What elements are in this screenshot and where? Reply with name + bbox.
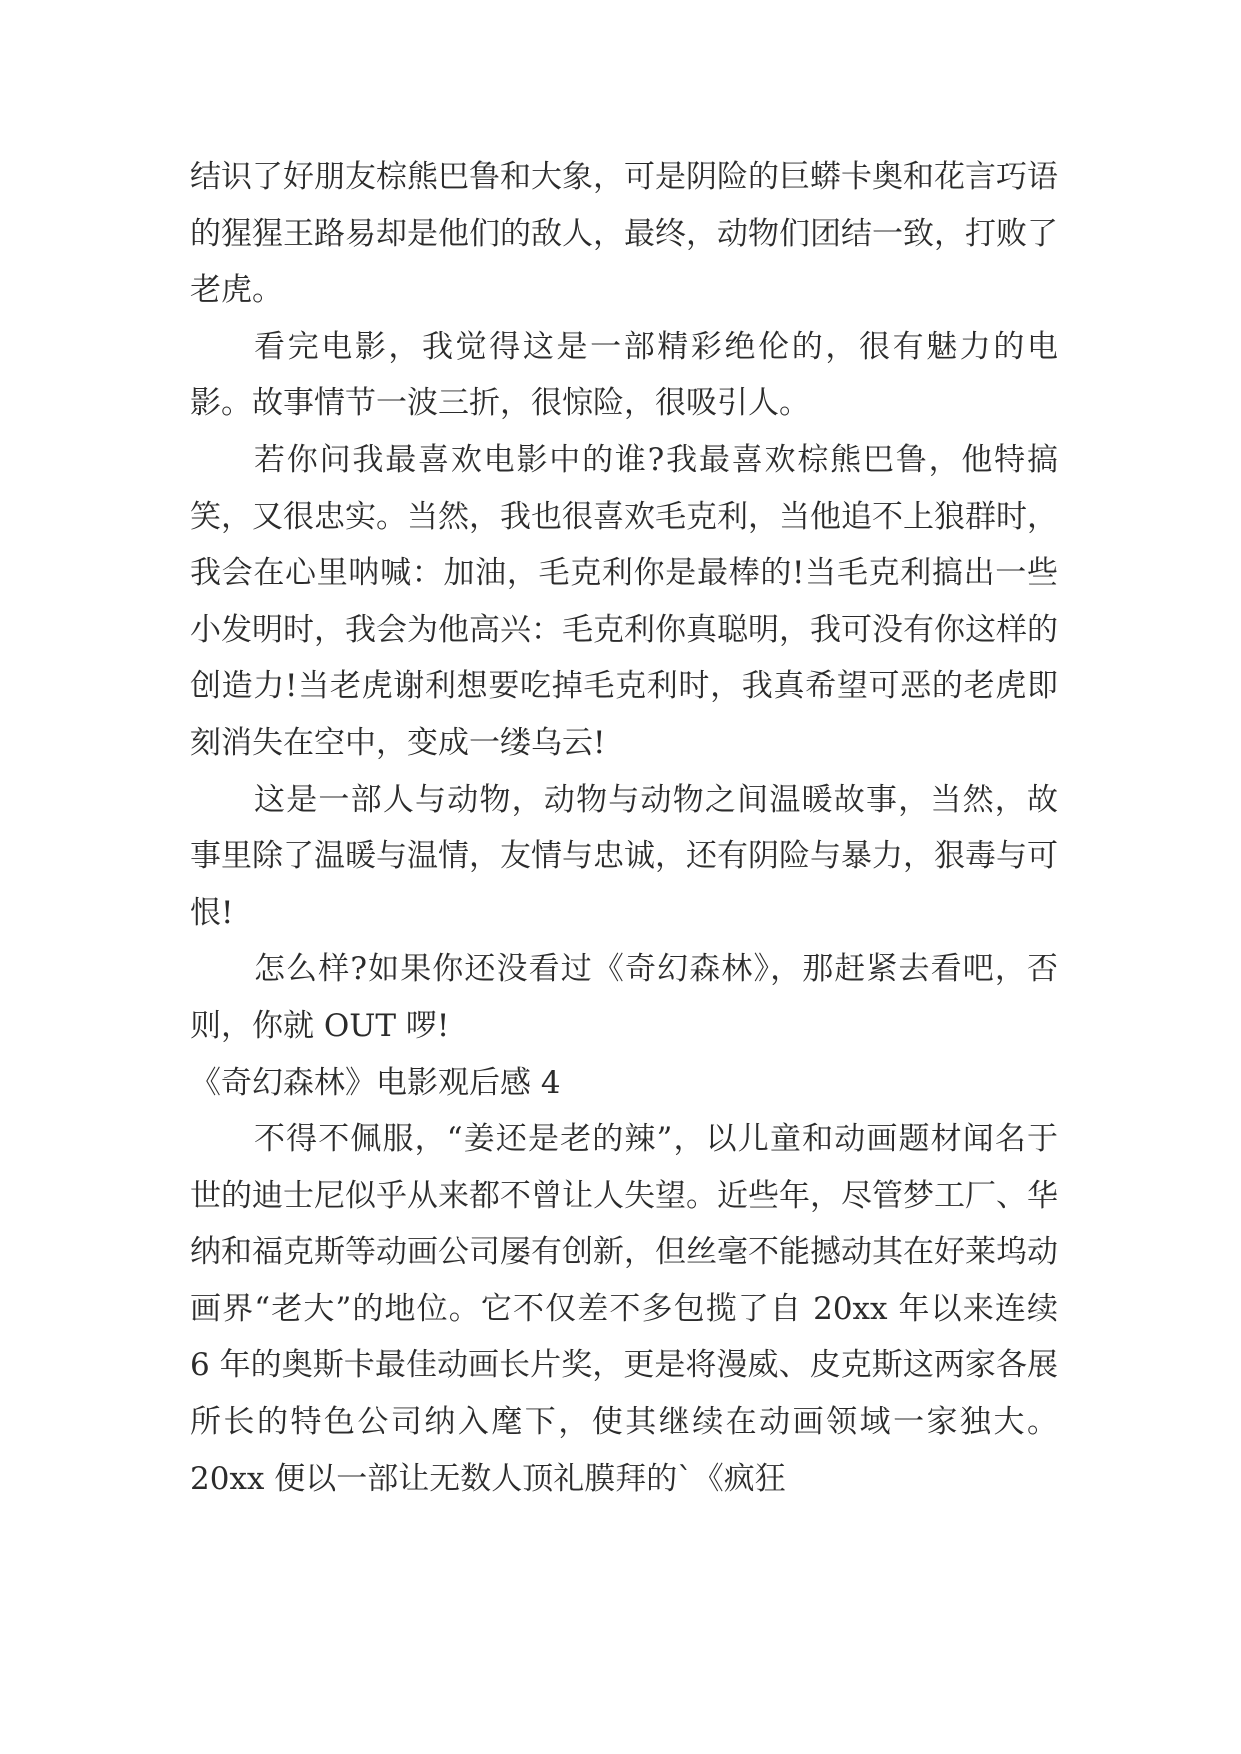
paragraph: 看完电影，我觉得这是一部精彩绝伦的，很有魅力的电影。故事情节一波三折，很惊险，很吸引人。 [190,328,1058,422]
paragraph: 怎么样?如果你还没看过《奇幻森林》，那赶紧去看吧，否则，你就 OUT 啰! [190,951,1058,1044]
paragraph: 若你问我最喜欢电影中的谁?我最喜欢棕熊巴鲁，他特搞笑，又很忠实。当然，我也很喜欢毛克利，当他追不上狼群时，我会在心里呐喊：加油，毛克利你是最棒的!当毛克利搞出一些小发明时，我会为他高兴：毛克利你真聪明，我可没有你这样的创造力!当老虎谢利想要吃掉毛克利时，我真希望可恶的老虎即刻消失在空中，变成一缕乌云! [190,441,1058,761]
paragraph: 这是一部人与动物，动物与动物之间温暖故事，当然，故事里除了温暖与温情，友情与忠诚，还有阴险与暴力，狠毒与可恨! [190,781,1058,931]
paragraph: 结识了好朋友棕熊巴鲁和大象，可是阴险的巨蟒卡奥和花言巧语的猩猩王路易却是他们的敌人，最终，动物们团结一致，打败了老虎。 [190,159,1058,309]
section-heading: 《奇幻森林》电影观后感 4 [190,1064,561,1101]
document-body [190,149,1058,1507]
paragraph: 不得不佩服，“姜还是老的辣”，以儿童和动画题材闻名于世的迪士尼似乎从来都不曾让人失望。近些年，尽管梦工厂、华纳和福克斯等动画公司屡有创新，但丝毫不能撼动其在好莱坞动画界“老大”的地位。它不仅差不多包揽了自 20xx 年以来连续 6 年的奥斯卡最佳动画长片奖，更是将漫威、皮克斯这两家各展所长的特色公司纳入麾下，使其继续在动画领域一家独大。20xx 便以一部让无数人顶礼膜拜的`《疯狂 [190,1121,1058,1497]
